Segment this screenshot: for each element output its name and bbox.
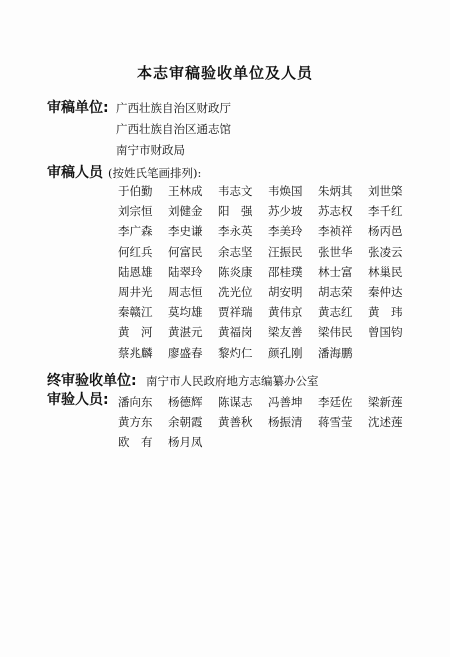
- reviewer-name: 蔡兆麟: [118, 345, 153, 360]
- reviewer-name: 黄湛元: [168, 325, 203, 340]
- review-unit-2: 广西壮族自治区通志馆: [116, 122, 231, 136]
- reviewer-name: 冼光位: [218, 284, 253, 299]
- reviewer-name: 黄福岗: [218, 325, 253, 340]
- reviewer-name: 梁伟民: [318, 325, 353, 340]
- reviewer-name: 廖盛春: [168, 345, 203, 360]
- final-reviewer-name: 余朝霞: [168, 415, 203, 429]
- reviewer-name: 黄 玮: [368, 305, 403, 320]
- final-unit-value: 南宁市人民政府地方志编纂办公室: [146, 374, 319, 388]
- final-reviewer-name: 杨德辉: [168, 395, 203, 409]
- reviewer-name: 韦志文: [218, 184, 253, 198]
- review-unit-1: 广西壮族自治区财政厅: [116, 101, 231, 115]
- final-reviewer-name: 蒋雪莹: [318, 415, 353, 429]
- reviewer-name: 黄志红: [318, 305, 353, 320]
- reviewer-name: 李千红: [368, 204, 403, 219]
- reviewer-name: 王林成: [168, 184, 203, 198]
- final-reviewer-name: 李廷佐: [318, 395, 353, 409]
- final-reviewer-name-grid: [118, 392, 418, 452]
- reviewer-name-grid: [118, 181, 418, 363]
- reviewer-name: 莫均雄: [168, 305, 203, 320]
- reviewer-name: 杨丙邑: [368, 224, 403, 239]
- final-reviewer-name: 陈谋志: [218, 395, 253, 409]
- review-unit-3: 南宁市财政局: [116, 143, 185, 157]
- reviewers-sort-note: (按姓氏笔画排列):: [108, 166, 202, 180]
- reviewer-name: 朱炳其: [318, 184, 353, 198]
- reviewer-name: 汪振民: [268, 244, 303, 259]
- reviewer-name: 邵桂璞: [268, 264, 303, 279]
- reviewer-name: 胡志荣: [318, 284, 353, 299]
- final-reviewer-name: 黄善秋: [218, 415, 253, 429]
- reviewer-name: 李史谦: [168, 224, 203, 239]
- review-units-label: 审稿单位:: [47, 100, 109, 116]
- reviewer-name: 梁友善: [268, 325, 303, 340]
- final-reviewer-name: 杨振清: [268, 415, 303, 429]
- reviewer-name: 张凌云: [368, 244, 403, 259]
- reviewer-name: 苏志权: [318, 204, 353, 219]
- final-reviewer-name: 欧 有: [118, 435, 153, 449]
- reviewer-name: 苏少坡: [268, 204, 303, 219]
- reviewer-name: 刘世棨: [368, 184, 403, 198]
- reviewer-name: 刘健金: [168, 204, 203, 219]
- reviewer-name: 黎灼仁: [218, 345, 253, 360]
- reviewer-name: 贾祥瑞: [218, 305, 253, 320]
- reviewer-name: 周志恒: [168, 284, 203, 299]
- final-reviewers-label: 审验人员:: [47, 392, 109, 408]
- reviewer-name: 秦赣江: [118, 305, 153, 320]
- reviewer-name: 潘海鹏: [318, 345, 353, 360]
- reviewer-name: 阳 强: [218, 204, 253, 219]
- reviewer-name: 陈炎康: [218, 264, 253, 279]
- final-reviewer-name: 沈述莲: [368, 415, 403, 429]
- reviewer-name: 周井光: [118, 284, 153, 299]
- reviewer-name: 李美玲: [268, 224, 303, 239]
- final-reviewer-name: 杨月凤: [168, 435, 203, 449]
- reviewer-name: 李永英: [218, 224, 253, 239]
- reviewer-name: 林巢民: [368, 264, 403, 279]
- reviewer-name: 曾国钧: [368, 325, 403, 340]
- reviewer-name: 何富民: [168, 244, 203, 259]
- final-reviewer-name: 潘向东: [118, 395, 153, 409]
- reviewer-name: 陆翠玲: [168, 264, 203, 279]
- page-title: 本志审稿验收单位及人员: [136, 64, 313, 82]
- final-reviewer-name: 黄方东: [118, 415, 153, 429]
- reviewers-label: 审稿人员: [47, 165, 103, 181]
- final-unit-label: 终审验收单位:: [47, 373, 137, 389]
- reviewer-name: 韦焕国: [268, 184, 303, 198]
- reviewer-name: 黄伟京: [268, 305, 303, 320]
- reviewer-name: 刘宗恒: [118, 204, 153, 219]
- reviewer-name: 于伯勤: [118, 184, 153, 198]
- reviewer-name: 何红兵: [118, 244, 153, 259]
- reviewer-name: 张世华: [318, 244, 353, 259]
- reviewer-name: 秦仲达: [368, 284, 403, 299]
- reviewer-name: 李祯祥: [318, 224, 353, 239]
- reviewer-name: 李广森: [118, 224, 153, 239]
- final-reviewer-name: 冯善坤: [268, 395, 303, 409]
- reviewer-name: 林士富: [318, 264, 353, 279]
- reviewer-name: 黄 河: [118, 325, 153, 340]
- reviewer-name: 胡安明: [268, 284, 303, 299]
- reviewer-name: 颜孔刚: [268, 345, 303, 360]
- reviewer-name: 陆恩雄: [118, 264, 153, 279]
- reviewer-name: 余志坚: [218, 244, 253, 259]
- final-reviewer-name: 梁新莲: [368, 395, 403, 409]
